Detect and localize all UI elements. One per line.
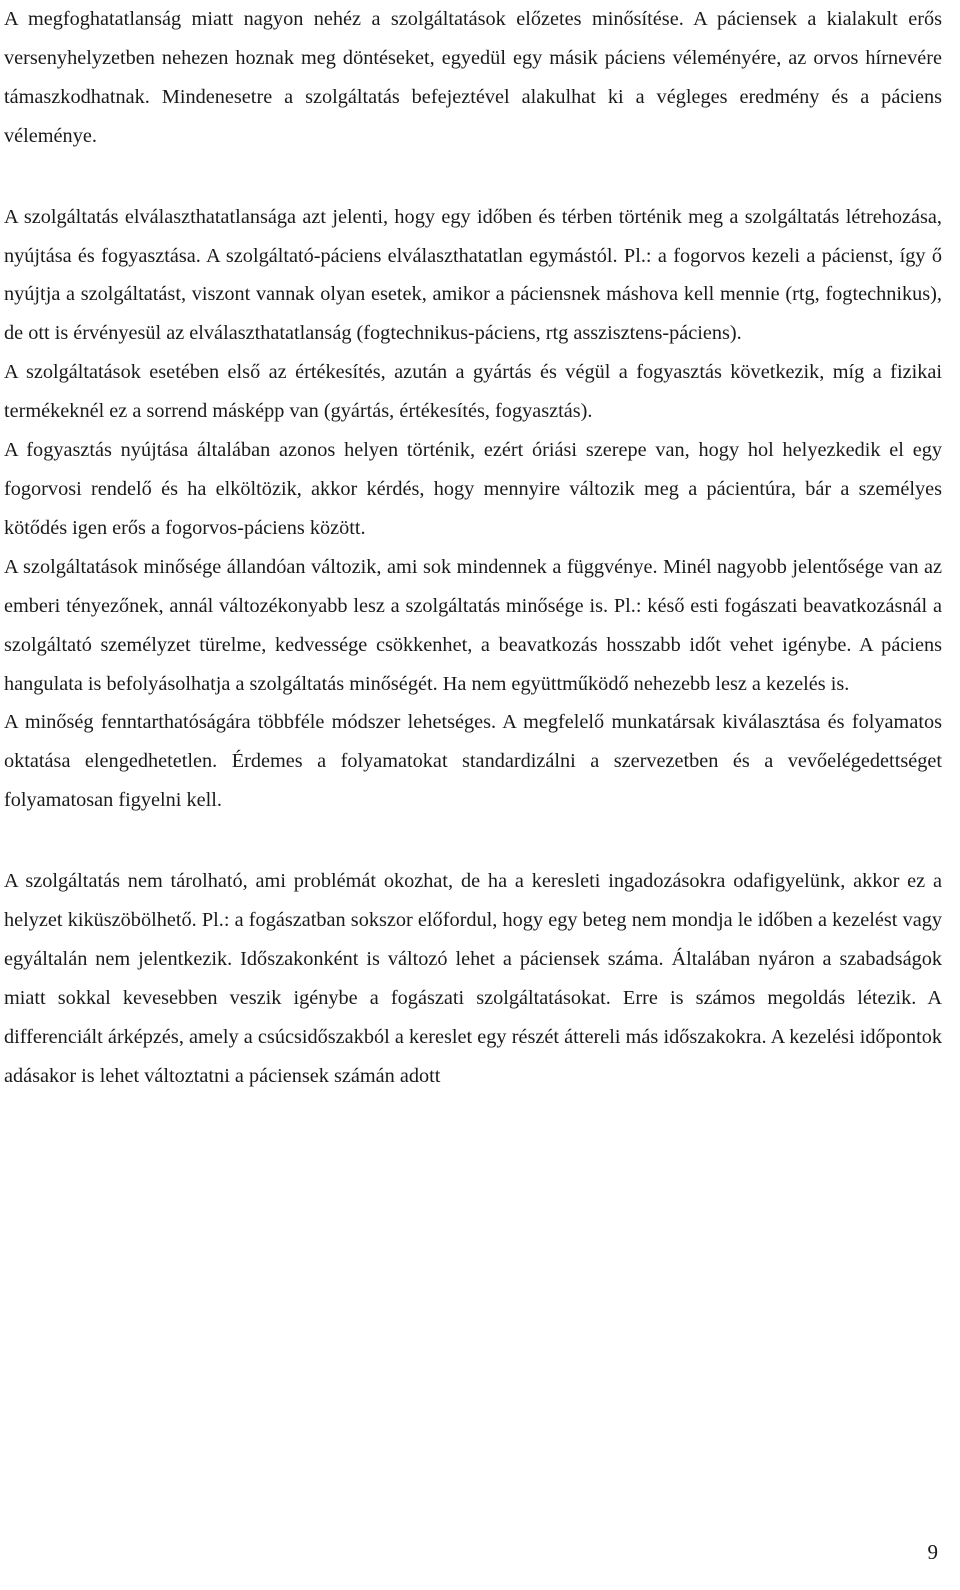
paragraph-spacer — [4, 156, 942, 198]
page-number: 9 — [927, 1540, 938, 1564]
paragraph-inseparability: A szolgáltatás elválaszthatatlansága azt jelenti, hogy egy időben és térben történik meg a szolgáltatás létrehozása, nyújtása és fogyasztása. A szolgáltató-páciens elválaszthatatlan egymástól. Pl.: a fogorvos kezeli a pácienst, így ő nyújtja a szolgáltatást, viszont vannak olyan esetek, amikor a páciensnek máshova kell mennie (rtg, fogtechnikus), de ott is érvényesül az elválaszthatatlanság (fogtechnikus-páciens, rtg asszisztens-páciens). — [4, 205, 942, 345]
paragraph-location: A fogyasztás nyújtása általában azonos helyen történik, ezért óriási szerepe van, hogy hol helyezkedik el egy fogorvosi rendelő és ha elköltözik, akkor kérdés, hogy mennyire változik meg a pácientúra, bár a személyes kötődés igen erős a fogorvos-páciens között. — [4, 439, 942, 539]
paragraph-intangibility: A megfoghatatlanság miatt nagyon nehéz a szolgáltatások előzetes minősítése. A páciensek a kialakult erős versenyhelyzetben nehezen hoznak meg döntéseket, egyedül egy másik páciens véleményére, az orvos hírnevére támaszkodhatnak. Mindenesetre a szolgáltatás befejeztével alakulhat ki a végleges eredmény és a páciens véleménye. — [4, 8, 942, 147]
document-body — [4, 0, 942, 1096]
paragraph-perishability: A szolgáltatás nem tárolható, ami problémát okozhat, de ha a keresleti ingadozásokra odafigyelünk, akkor ez a helyzet kiküszöbölhető. Pl.: a fogászatban sokszor előfordul, hogy egy beteg nem mondja le időben a kezelést vagy egyáltalán nem jelentkezik. Időszakonként is változó lehet a páciensek száma. Általában nyáron a szabadságok miatt sokkal kevesebben veszik igénybe a fogászati szolgáltatásokat. Erre is számos megoldás létezik. A differenciált árképzés, amely a csúcsidőszakból a kereslet egy részét áttereli más időszakokra. A kezelési időpontok adásakor is lehet változtatni a páciensek számán adott — [4, 870, 942, 1087]
paragraph-spacer — [4, 820, 942, 862]
paragraph-sales-order: A szolgáltatások esetében első az értékesítés, azután a gyártás és végül a fogyasztás következik, míg a fizikai termékeknél ez a sorrend másképp van (gyártás, értékesítés, fogyasztás). — [4, 361, 942, 423]
paragraph-quality-methods: A minőség fenntarthatóságára többféle módszer lehetséges. A megfelelő munkatársak kiválasztása és folyamatos oktatása elengedhetetlen. Érdemes a folyamatokat standardizálni a szervezetben és a vevőelégedettséget folyamatosan figyelni kell. — [4, 711, 942, 812]
paragraph-variability: A szolgáltatások minősége állandóan változik, ami sok mindennek a függvénye. Minél nagyobb jelentősége van az emberi tényezőnek, annál változékonyabb lesz a szolgáltatás minősége is. Pl.: késő esti fogászati beavatkozásnál a szolgáltató személyzet türelme, kedvessége csökkenhet, a beavatkozás hosszabb időt vehet igénybe. A páciens hangulata is befolyásolhatja a szolgáltatás minőségét. Ha nem együttműködő nehezebb lesz a kezelés is. — [4, 555, 942, 695]
